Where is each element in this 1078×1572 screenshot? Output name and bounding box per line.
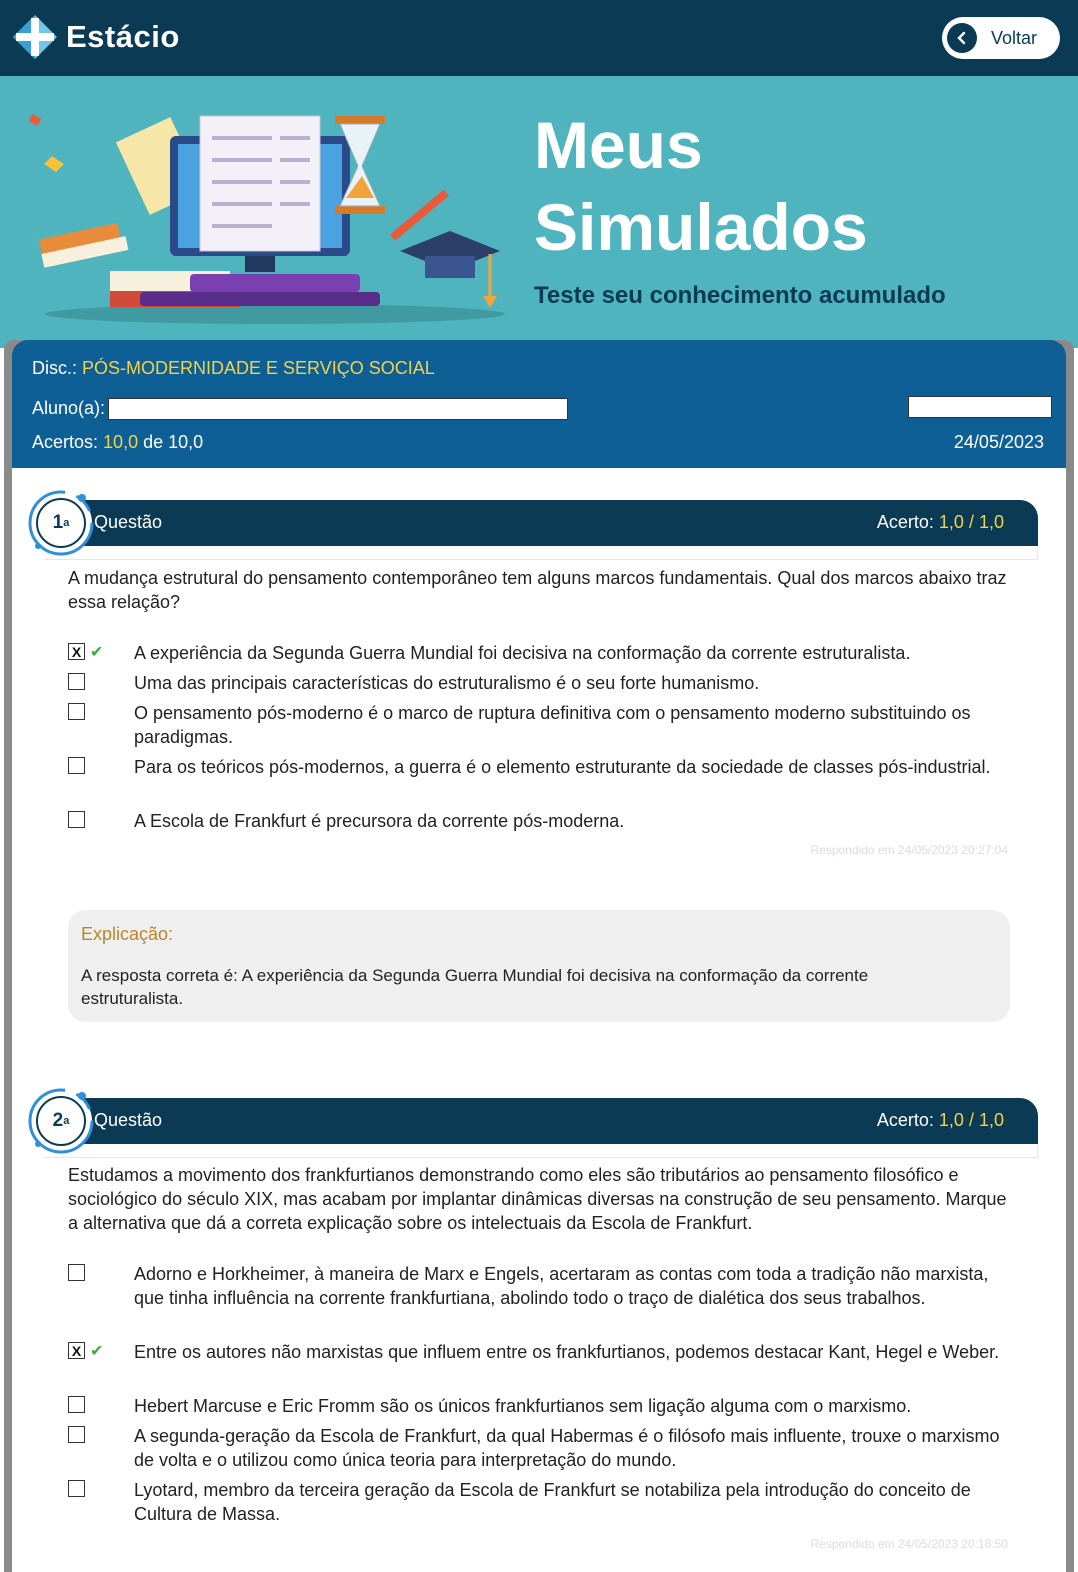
option-text: Hebert Marcuse e Eric Fromm são os únicos frankfurtianos sem ligação alguma com o marxismo.	[134, 1396, 912, 1416]
brand-name: Estácio	[66, 19, 180, 54]
hero-title-line2: Simulados	[534, 190, 868, 264]
discipline-label: Disc.:	[32, 358, 77, 378]
option-text: A experiência da Segunda Guerra Mundial foi decisiva na conformação da corrente estruturalista.	[134, 643, 911, 663]
option-text: Entre os autores não marxistas que influem entre os frankfurtianos, podemos destacar Kant, Hegel e Weber.	[134, 1342, 1000, 1362]
explanation-text: A resposta correta é: A experiência da Segunda Guerra Mundial foi decisiva na conformação da corrente estruturalista.	[81, 966, 869, 1008]
hero-subtitle: Teste seu conhecimento acumulado	[534, 282, 946, 309]
acerto-value: 1,0	[938, 1110, 964, 1130]
option-text: A segunda-geração da Escola de Frankfurt, da qual Habermas é o filósofo mais influente, trouxe o marxismo de volta e o utilizou como única teoria para interpretação do mundo.	[134, 1426, 1000, 1470]
score-total: de 10,0	[143, 432, 204, 452]
student-name-redacted	[108, 398, 568, 420]
student-row	[32, 398, 105, 419]
option-checkbox[interactable]	[68, 673, 85, 690]
question-2-text: Estudamos a movimento dos frankfurtianos demonstrando como eles são tributários ao pensamento filosófico e sociológico do século XIX, mas acabam por implantar dinâmicas diversas na construção de seu pensamento. Marque a alternativa que dá a correta explicação sobre os intelectuais da Escola de Frankfurt.	[68, 1165, 1007, 1233]
acerto-separator: /	[968, 512, 974, 532]
exam-date: 24/05/2023	[953, 432, 1044, 452]
hero-title-line1: Meus	[534, 108, 703, 182]
question-score	[877, 1110, 1004, 1131]
discipline-value: PÓS-MODERNIDADE E SERVIÇO SOCIAL	[82, 358, 435, 378]
option-text: Lyotard, membro da terceira geração da Escola de Frankfurt se notabiliza pela introdução do conceito de Cultura de Massa.	[134, 1480, 971, 1524]
estacio-logo-icon	[12, 14, 58, 60]
option-checkbox[interactable]	[68, 1426, 85, 1443]
hero-title	[534, 104, 868, 268]
question-2-badge	[28, 1088, 94, 1154]
correct-check-icon: ✔	[90, 644, 104, 661]
question-2-header	[44, 1098, 1038, 1144]
question-score	[877, 512, 1004, 533]
option-checkbox[interactable]: X	[68, 643, 85, 660]
back-button-label: Voltar	[991, 27, 1038, 48]
acerto-label: Acerto:	[876, 512, 934, 532]
acerto-value: 1,0	[938, 512, 964, 532]
question-1-badge	[28, 490, 94, 556]
acerto-separator: /	[968, 1110, 974, 1130]
question-1-underline	[44, 548, 1038, 560]
question-1-number	[28, 490, 94, 556]
chevron-left-icon	[947, 23, 977, 53]
study-illustration-icon	[20, 86, 520, 336]
option-text: Para os teóricos pós-modernos, a guerra é o elemento estruturante da sociedade de classes pós-industrial.	[134, 757, 991, 777]
correct-check-icon: ✔	[90, 1343, 104, 1360]
option-checkbox[interactable]	[68, 703, 85, 720]
back-button[interactable]	[942, 17, 1060, 59]
score-value: 10,0	[103, 432, 139, 452]
option-checkbox[interactable]	[68, 811, 85, 828]
explanation-box	[68, 910, 1010, 1022]
question-2-underline	[44, 1146, 1038, 1158]
question-2-number	[28, 1088, 94, 1154]
question-ordinal: a	[63, 1115, 70, 1127]
explanation-title: Explicação:	[81, 924, 174, 944]
question-1-answered-at: Respondido em 24/05/2023 20:27:04	[810, 843, 1008, 857]
option-checkbox[interactable]	[68, 757, 85, 774]
question-2-answered-at: Respondido em 24/05/2023 20:18:50	[810, 1537, 1008, 1551]
option-text: Adorno e Horkheimer, à maneira de Marx e Engels, acertaram as contas com toda a tradição não marxista, que tinha influência na corrente frankfurtiana, abolindo todo o traço de dialética dos seus trabalhos.	[134, 1264, 989, 1308]
option-checkbox[interactable]: X	[68, 1342, 85, 1359]
option-text: A Escola de Frankfurt é precursora da corrente pós-moderna.	[134, 811, 625, 831]
option-checkbox[interactable]	[68, 1264, 85, 1281]
question-1-text: A mudança estrutural do pensamento contemporâneo tem alguns marcos fundamentais. Qual dos marcos abaixo traz essa relação?	[68, 568, 1007, 612]
question-label: Questão	[94, 1110, 163, 1130]
option-checkbox[interactable]	[68, 1480, 85, 1497]
acerto-total: 1,0	[978, 1110, 1004, 1130]
acerto-label: Acerto:	[876, 1110, 934, 1130]
top-bar	[0, 0, 1078, 76]
question-number: 2	[52, 1110, 64, 1131]
question-ordinal: a	[63, 517, 70, 529]
option-text: Uma das principais características do estruturalismo é o seu forte humanismo.	[134, 673, 760, 693]
score-label: Acertos:	[32, 432, 99, 452]
option-checkbox[interactable]	[68, 1396, 85, 1413]
discipline-row	[32, 358, 435, 379]
exam-info-panel	[12, 340, 1066, 468]
student-id-redacted	[908, 396, 1052, 418]
brand-logo[interactable]	[12, 14, 180, 60]
acerto-total: 1,0	[978, 512, 1004, 532]
question-label: Questão	[94, 512, 163, 532]
student-label: Aluno(a):	[32, 398, 106, 418]
score-row	[32, 432, 203, 453]
question-number: 1	[52, 512, 64, 533]
option-text: O pensamento pós-moderno é o marco de ruptura definitiva com o pensamento moderno substituindo os paradigmas.	[134, 703, 971, 747]
question-1-header	[44, 500, 1038, 546]
hero-banner	[0, 76, 1078, 348]
